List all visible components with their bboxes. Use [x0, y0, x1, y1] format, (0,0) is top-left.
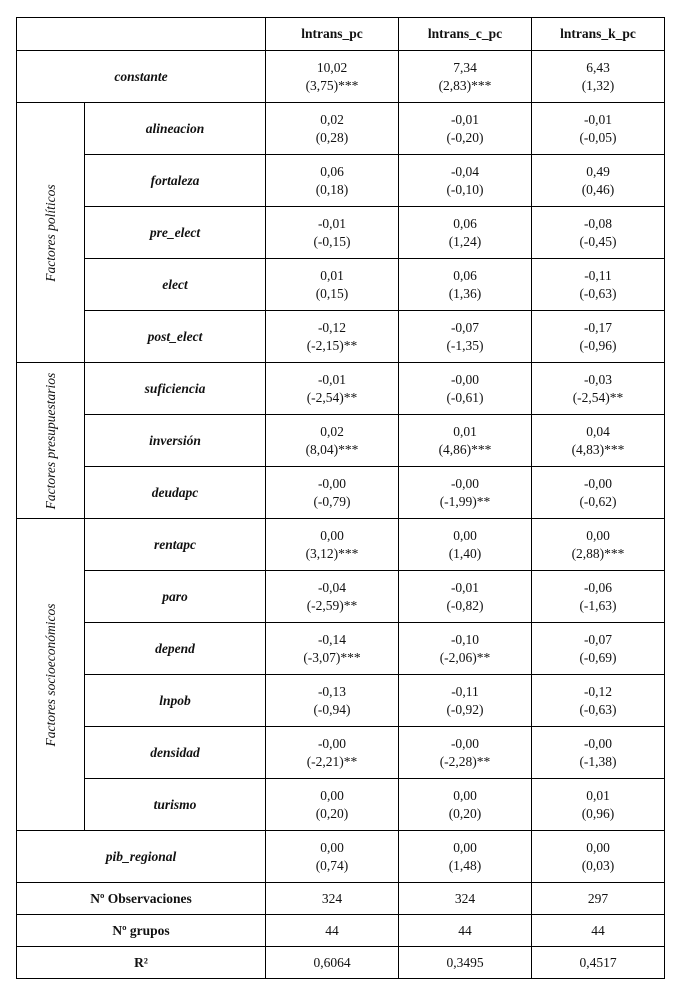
row-label: rentapc: [85, 519, 266, 571]
group-label-socioeconomicos: [17, 519, 85, 831]
coef: -0,03: [583, 371, 613, 387]
row-elect: [17, 259, 665, 311]
coef-cell: [266, 259, 399, 311]
tstat: (-2,21)**: [306, 753, 358, 769]
coef: 0,00: [320, 787, 344, 803]
coef: -0,17: [583, 319, 613, 335]
tstat: (-0,05): [579, 129, 617, 145]
coef: -0,12: [317, 319, 347, 335]
tstat: (-1,63): [579, 597, 617, 613]
coef-cell: [266, 103, 399, 155]
tstat: (0,18): [315, 181, 349, 197]
coef: 0,00: [453, 787, 477, 803]
coef-cell: [532, 415, 665, 467]
coef-cell: [266, 623, 399, 675]
tstat: (0,28): [315, 129, 349, 145]
coef-cell: [266, 727, 399, 779]
tstat: (-0,94): [313, 701, 351, 717]
coef-cell: [266, 675, 399, 727]
tstat: (1,36): [448, 285, 482, 301]
coef: 0,06: [453, 267, 477, 283]
coef-cell: [266, 51, 399, 103]
tstat: (0,20): [315, 805, 349, 821]
coef-cell: [399, 155, 532, 207]
tstat: (4,86)***: [438, 441, 492, 457]
coef-cell: [532, 363, 665, 415]
group-label-presupuestarios: [17, 363, 85, 519]
tstat: (1,40): [448, 545, 482, 561]
coef: 0,00: [320, 527, 344, 543]
row-label: pre_elect: [85, 207, 266, 259]
stat-value: 324: [266, 883, 399, 915]
header-row: [17, 18, 665, 51]
tstat: (0,20): [448, 805, 482, 821]
row-r2: [17, 947, 665, 979]
tstat: (-2,06)**: [439, 649, 491, 665]
tstat: (-0,63): [579, 701, 617, 717]
coef-cell: [532, 103, 665, 155]
coef-cell: [532, 51, 665, 103]
coef: -0,04: [450, 163, 480, 179]
tstat: (8,04)***: [305, 441, 359, 457]
stat-label: Nº Observaciones: [17, 883, 266, 915]
coef-cell: [266, 519, 399, 571]
tstat: (-1,35): [446, 337, 484, 353]
row-label: depend: [85, 623, 266, 675]
coef-cell: [399, 675, 532, 727]
coef: -0,08: [583, 215, 613, 231]
coef: 0,06: [320, 163, 344, 179]
coef: -0,12: [583, 683, 613, 699]
coef-cell: [399, 311, 532, 363]
coef: -0,11: [584, 267, 612, 283]
coef: 0,01: [586, 787, 610, 803]
tstat: (-1,99)**: [439, 493, 491, 509]
coef-cell: [266, 363, 399, 415]
tstat: (-3,07)***: [303, 649, 361, 665]
coef: -0,11: [451, 683, 479, 699]
tstat: (0,15): [315, 285, 349, 301]
coef-cell: [532, 675, 665, 727]
coef: 0,01: [453, 423, 477, 439]
row-label: inversión: [85, 415, 266, 467]
row-fortaleza: [17, 155, 665, 207]
coef: 0,00: [586, 839, 610, 855]
row-label: fortaleza: [85, 155, 266, 207]
tstat: (-0,62): [579, 493, 617, 509]
group-label-text: Factores presupuestarios: [42, 372, 58, 509]
row-depend: [17, 623, 665, 675]
coef: -0,00: [583, 475, 613, 491]
coef: -0,10: [450, 631, 480, 647]
column-header: lntrans_c_pc: [399, 18, 532, 51]
tstat: (0,03): [581, 857, 615, 873]
coef-cell: [399, 103, 532, 155]
row-constante: [17, 51, 665, 103]
tstat: (-0,92): [446, 701, 484, 717]
row-inversion: [17, 415, 665, 467]
tstat: (-2,15)**: [306, 337, 358, 353]
coef-cell: [532, 207, 665, 259]
stat-value: 44: [399, 915, 532, 947]
tstat: (3,75)***: [305, 77, 359, 93]
coef: 10,02: [316, 59, 348, 75]
tstat: (-2,54)**: [306, 389, 358, 405]
coef: 0,00: [586, 527, 610, 543]
row-label: densidad: [85, 727, 266, 779]
stat-label: Nº grupos: [17, 915, 266, 947]
tstat: (-2,28)**: [439, 753, 491, 769]
stat-value: 44: [266, 915, 399, 947]
tstat: (-1,38): [579, 753, 617, 769]
row-label: paro: [85, 571, 266, 623]
tstat: (2,88)***: [571, 545, 625, 561]
coef: -0,01: [450, 111, 480, 127]
tstat: (1,32): [581, 77, 615, 93]
tstat: (-0,45): [579, 233, 617, 249]
coef-cell: [532, 311, 665, 363]
column-header: lntrans_pc: [266, 18, 399, 51]
row-observaciones: [17, 883, 665, 915]
tstat: (4,83)***: [571, 441, 625, 457]
coef-cell: [399, 207, 532, 259]
tstat: (-0,82): [446, 597, 484, 613]
tstat: (-0,63): [579, 285, 617, 301]
coef-cell: [532, 831, 665, 883]
coef-cell: [399, 467, 532, 519]
coef: 0,49: [586, 163, 610, 179]
coef-cell: [399, 363, 532, 415]
stat-value: 297: [532, 883, 665, 915]
coef-cell: [266, 415, 399, 467]
row-deudapc: [17, 467, 665, 519]
coef: 0,01: [320, 267, 344, 283]
coef-cell: [399, 779, 532, 831]
coef: 0,02: [320, 423, 344, 439]
row-rentapc: [17, 519, 665, 571]
row-label: pib_regional: [17, 831, 266, 883]
row-lnpob: [17, 675, 665, 727]
coef: 6,43: [586, 59, 610, 75]
stat-value: 0,6064: [266, 947, 399, 979]
coef-cell: [266, 831, 399, 883]
coef-cell: [532, 727, 665, 779]
coef-cell: [532, 571, 665, 623]
coef-cell: [532, 623, 665, 675]
coef: -0,00: [450, 371, 480, 387]
row-label: turismo: [85, 779, 266, 831]
coef-cell: [266, 571, 399, 623]
tstat: (-0,79): [313, 493, 351, 509]
row-label: alineacion: [85, 103, 266, 155]
coef: 0,06: [453, 215, 477, 231]
coef: -0,01: [317, 371, 347, 387]
coef-cell: [266, 155, 399, 207]
stat-value: 324: [399, 883, 532, 915]
row-label: deudapc: [85, 467, 266, 519]
row-turismo: [17, 779, 665, 831]
coef: 0,00: [453, 839, 477, 855]
coef: -0,01: [583, 111, 613, 127]
tstat: (-2,59)**: [306, 597, 358, 613]
coef-cell: [399, 831, 532, 883]
stat-value: 44: [532, 915, 665, 947]
coef: -0,01: [450, 579, 480, 595]
coef-cell: [532, 467, 665, 519]
tstat: (2,83)***: [438, 77, 492, 93]
coef-cell: [399, 623, 532, 675]
row-paro: [17, 571, 665, 623]
coef-cell: [532, 155, 665, 207]
coef: -0,00: [583, 735, 613, 751]
column-header: lntrans_k_pc: [532, 18, 665, 51]
coef-cell: [399, 727, 532, 779]
tstat: (-0,15): [313, 233, 351, 249]
tstat: (-0,69): [579, 649, 617, 665]
coef-cell: [399, 571, 532, 623]
row-label: lnpob: [85, 675, 266, 727]
coef-cell: [266, 207, 399, 259]
tstat: (1,48): [448, 857, 482, 873]
tstat: (-0,20): [446, 129, 484, 145]
coef: -0,13: [317, 683, 347, 699]
row-suficiencia: [17, 363, 665, 415]
row-label: constante: [17, 51, 266, 103]
stat-value: 0,4517: [532, 947, 665, 979]
row-label: post_elect: [85, 311, 266, 363]
row-densidad: [17, 727, 665, 779]
coef: -0,04: [317, 579, 347, 595]
coef: 0,02: [320, 111, 344, 127]
coef: 0,00: [453, 527, 477, 543]
coef: -0,01: [317, 215, 347, 231]
coef-cell: [532, 519, 665, 571]
tstat: (0,96): [581, 805, 615, 821]
coef: -0,00: [450, 475, 480, 491]
coef-cell: [266, 311, 399, 363]
coef: -0,07: [450, 319, 480, 335]
regression-table: [16, 17, 665, 979]
coef: -0,00: [317, 475, 347, 491]
coef: -0,00: [450, 735, 480, 751]
stat-label: R²: [17, 947, 266, 979]
row-label: suficiencia: [85, 363, 266, 415]
coef: 0,04: [586, 423, 610, 439]
coef-cell: [399, 415, 532, 467]
row-pib-regional: [17, 831, 665, 883]
header-empty-cell: [17, 18, 266, 51]
coef-cell: [532, 779, 665, 831]
coef: -0,00: [317, 735, 347, 751]
coef: -0,07: [583, 631, 613, 647]
row-alineacion: [17, 103, 665, 155]
group-label-text: Factores políticos: [42, 183, 58, 282]
row-pre-elect: [17, 207, 665, 259]
tstat: (0,46): [581, 181, 615, 197]
group-label-text: Factores socioeconómicos: [42, 602, 58, 747]
coef-cell: [266, 467, 399, 519]
coef-cell: [399, 51, 532, 103]
stat-value: 0,3495: [399, 947, 532, 979]
coef: -0,06: [583, 579, 613, 595]
row-label: elect: [85, 259, 266, 311]
coef: -0,14: [317, 631, 347, 647]
coef-cell: [399, 519, 532, 571]
tstat: (-0,10): [446, 181, 484, 197]
coef-cell: [399, 259, 532, 311]
group-label-politicos: [17, 103, 85, 363]
tstat: (1,24): [448, 233, 482, 249]
coef: 7,34: [453, 59, 477, 75]
coef-cell: [266, 779, 399, 831]
coef-cell: [532, 259, 665, 311]
tstat: (0,74): [315, 857, 349, 873]
row-grupos: [17, 915, 665, 947]
tstat: (-2,54)**: [572, 389, 624, 405]
tstat: (-0,96): [579, 337, 617, 353]
row-post-elect: [17, 311, 665, 363]
tstat: (3,12)***: [305, 545, 359, 561]
coef: 0,00: [320, 839, 344, 855]
tstat: (-0,61): [446, 389, 484, 405]
